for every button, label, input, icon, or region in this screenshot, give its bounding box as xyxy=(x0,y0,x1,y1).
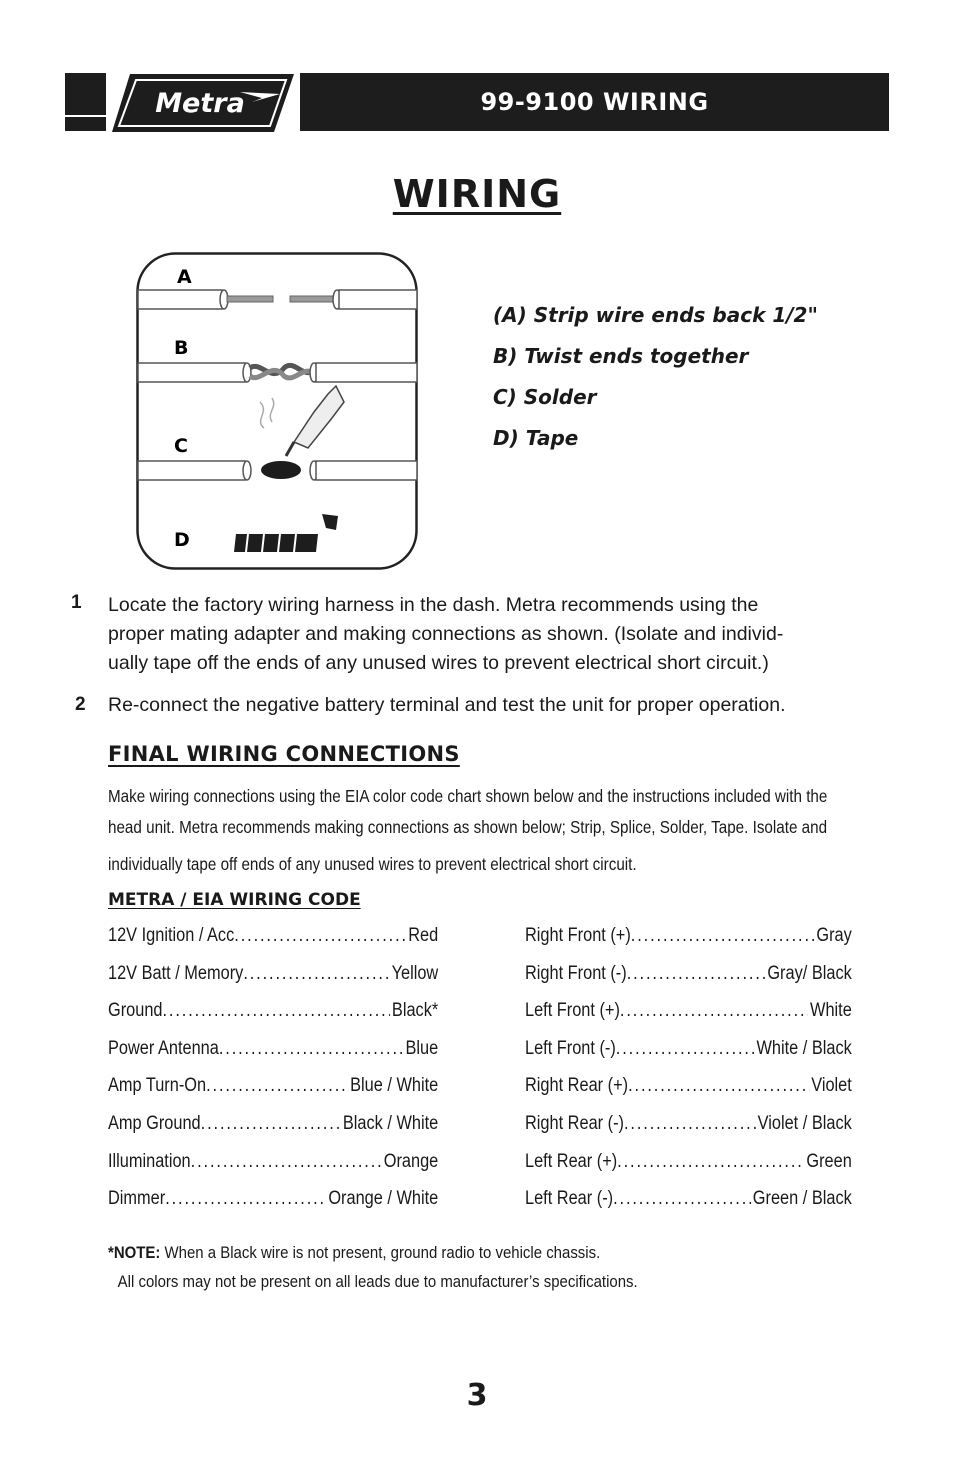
wire-color: Green / Black xyxy=(752,1188,852,1210)
wire-color: Violet / Black xyxy=(757,1112,852,1134)
note-prefix: *NOTE: xyxy=(108,1243,161,1262)
wire-color: Green xyxy=(806,1150,852,1172)
wiring-code-row xyxy=(108,1108,438,1146)
wire-color: White xyxy=(810,1000,852,1022)
wire-color: Gray/ Black xyxy=(767,962,852,984)
wire-color: Black / White xyxy=(342,1112,439,1134)
wiring-code-row xyxy=(525,1108,852,1146)
wire-color: Red xyxy=(408,925,439,946)
wire-color: Blue / White xyxy=(350,1075,439,1097)
wiring-code-row xyxy=(108,920,438,958)
paragraph-line: head unit. Metra recommends making connections as shown below; Strip, Splice, Solder, Tape. Isolate and xyxy=(108,817,828,837)
wiring-code-row xyxy=(525,1033,852,1071)
diagram-label-c: C xyxy=(174,435,188,457)
wire-color: Orange / White xyxy=(328,1188,439,1210)
wiring-code-row xyxy=(525,1183,852,1221)
wiring-code-row xyxy=(108,1033,438,1071)
instruction-line: Locate the factory wiring harness in the dash. Metra recommends using the xyxy=(108,594,759,616)
wire-label: Left Rear (-) xyxy=(525,1188,614,1210)
instruction-2 xyxy=(108,691,908,720)
wiring-code-heading: METRA / EIA WIRING CODE xyxy=(108,890,361,910)
diagram-label-a: A xyxy=(177,266,192,288)
header-left-block xyxy=(65,73,106,131)
step-a: (A) Strip wire ends back 1/2" xyxy=(493,303,818,327)
wire-label: Right Rear (+) xyxy=(525,1075,629,1097)
step-b: B) Twist ends together xyxy=(493,344,749,368)
instruction-line: ually tape off the ends of any unused wires to prevent electrical short circuit.) xyxy=(108,652,769,674)
wiring-steps-list xyxy=(493,300,818,464)
wiring-code-row xyxy=(525,1146,852,1184)
wire-label: Illumination xyxy=(108,1150,191,1172)
wire-color: Orange xyxy=(383,1150,439,1172)
wire-label: Left Rear (+) xyxy=(525,1150,618,1172)
note-line-2: All colors may not be present on all leads due to manufacturer’s specifications. xyxy=(117,1272,638,1291)
wire-color: White / Black xyxy=(756,1037,852,1059)
paragraph-line: Make wiring connections using the EIA color code chart shown below and the instructions included with the xyxy=(108,786,828,806)
instruction-number: 1 xyxy=(71,592,82,613)
instruction-line: Re-connect the negative battery terminal and test the unit for proper operation. xyxy=(108,694,786,716)
wire-label: 12V Batt / Memory xyxy=(108,962,244,984)
wiring-code-row xyxy=(525,958,852,996)
page-number: 3 xyxy=(466,1378,488,1413)
diagram-label-d: D xyxy=(174,529,190,551)
wiring-code-row xyxy=(108,1183,438,1221)
wiring-code-row xyxy=(108,1146,438,1184)
wire-label: Right Rear (-) xyxy=(525,1112,624,1134)
wire-color: Black* xyxy=(391,1000,439,1022)
header-title: 99-9100 WIRING xyxy=(300,73,889,131)
instruction-line: proper mating adapter and making connections as shown. (Isolate and individ- xyxy=(108,623,784,645)
wiring-code-row xyxy=(525,1070,852,1108)
step-d: D) Tape xyxy=(493,426,579,450)
wiring-code-row xyxy=(108,995,438,1033)
wire-color: Yellow xyxy=(391,962,439,984)
wire-color: Gray xyxy=(816,925,852,946)
page-title: WIRING xyxy=(392,172,562,216)
diagram-label-b: B xyxy=(174,337,189,359)
wiring-code-row xyxy=(525,995,852,1033)
wire-color: Violet xyxy=(811,1075,852,1097)
step-c: C) Solder xyxy=(493,385,597,409)
wire-label: Dimmer xyxy=(108,1188,166,1210)
note xyxy=(108,1238,638,1296)
note-text: When a Black wire is not present, ground radio to vehicle chassis. xyxy=(164,1243,601,1262)
metra-logo xyxy=(112,72,294,134)
wire-label: Ground xyxy=(108,1000,163,1022)
wire-label: Right Front (+) xyxy=(525,925,631,946)
wire-label: Right Front (-) xyxy=(525,962,627,984)
wire-label: Left Front (-) xyxy=(525,1037,616,1059)
wire-label: Power Antenna xyxy=(108,1037,219,1059)
final-wiring-paragraph xyxy=(108,782,828,881)
wiring-code-row xyxy=(525,920,852,958)
wiring-code-row xyxy=(108,1070,438,1108)
logo-text: Metra xyxy=(155,88,245,119)
final-wiring-heading: FINAL WIRING CONNECTIONS xyxy=(108,742,460,766)
wire-label: Amp Ground xyxy=(108,1112,201,1134)
wiring-code-row xyxy=(108,958,438,996)
wiring-code-left-column xyxy=(108,920,438,1221)
paragraph-line: individually tape off ends of any unused wires to prevent electrical short circuit. xyxy=(108,854,637,874)
wiring-code-right-column xyxy=(525,920,852,1221)
instruction-1 xyxy=(108,591,888,678)
instruction-number: 2 xyxy=(75,694,86,715)
wiring-steps-diagram xyxy=(136,252,418,570)
wire-color: Blue xyxy=(405,1037,439,1059)
wire-label: 12V Ignition / Acc xyxy=(108,925,235,946)
note-line-1 xyxy=(108,1238,638,1267)
wire-label: Amp Turn-On xyxy=(108,1075,207,1097)
wire-label: Left Front (+) xyxy=(525,1000,620,1022)
